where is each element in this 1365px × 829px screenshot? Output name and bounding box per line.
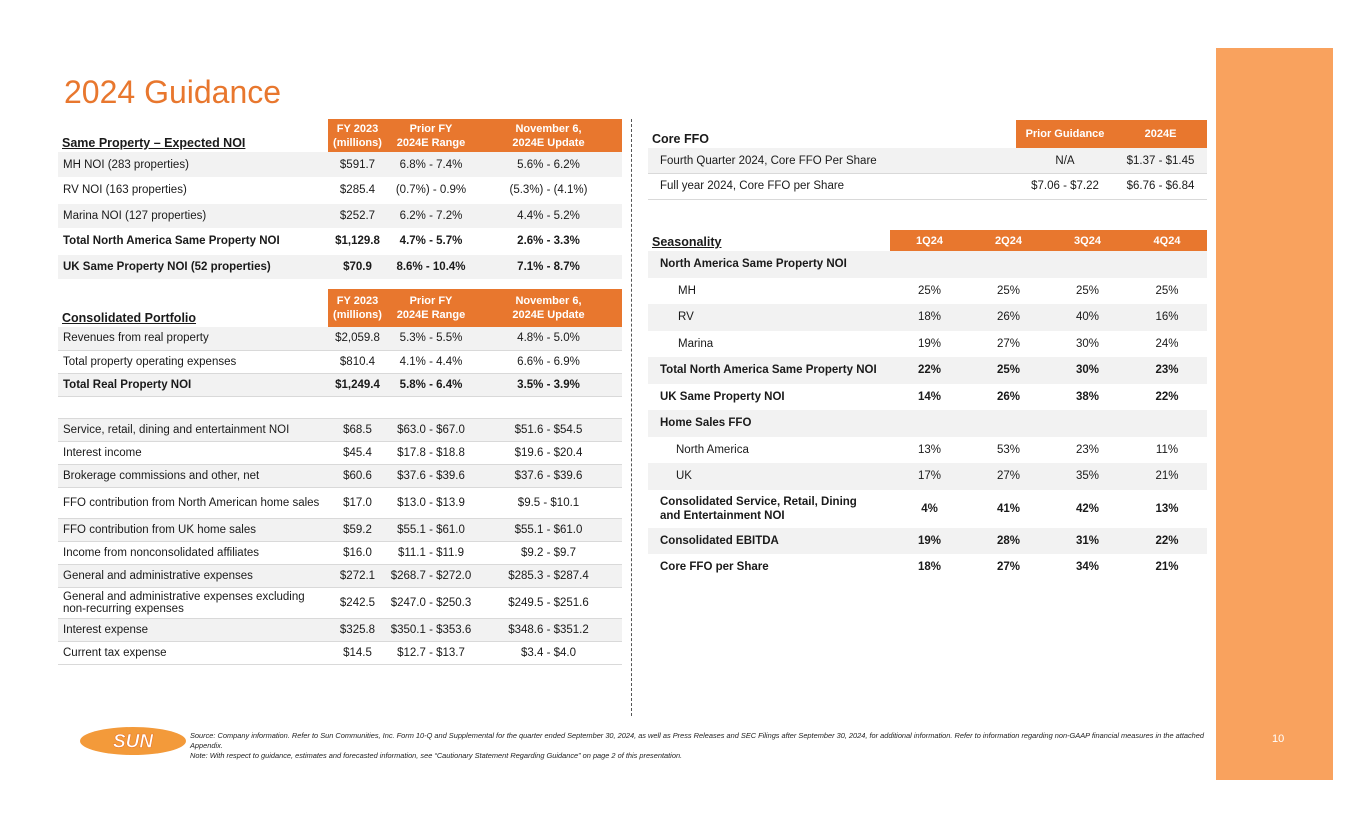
page-number: 10 xyxy=(1272,733,1285,745)
seasonality-table xyxy=(648,230,1207,581)
same-property-table xyxy=(58,119,622,280)
table-row: Core FFO per Share 18% 27% 34% 21% xyxy=(660,561,1179,574)
table-row: FFO contribution from UK home sales $59.2 $55.1 - $61.0 $55.1 - $61.0 xyxy=(58,518,622,541)
col-q4-header: 4Q24 xyxy=(1127,230,1207,251)
table-row: General and administrative expenses excluding non-recurring expenses $242.5 $247.0 - $250.3 $249.5 - $251.6 xyxy=(58,587,622,618)
table-row: Total North America Same Property NOI $1,129.8 4.7% - 5.7% 2.6% - 3.3% xyxy=(58,229,622,255)
col-fy2023-header: FY 2023 (millions) xyxy=(328,289,387,327)
col-update-header: November 6, 2024E Update xyxy=(475,119,622,152)
table-row: Consolidated Service, Retail, Dining and Entertainment NOI 4% 41% 42% 13% xyxy=(660,495,1179,522)
table-row: Home Sales FFO xyxy=(648,410,1207,437)
table-row: Total property operating expenses $810.4 4.1% - 4.4% 6.6% - 6.9% xyxy=(58,350,622,373)
logo-text: SUN xyxy=(112,731,154,753)
table-row: Total North America Same Property NOI 22% 25% 30% 23% xyxy=(648,357,1207,384)
table-row: UK Same Property NOI 14% 26% 38% 22% xyxy=(660,390,1179,403)
table-row: General and administrative expenses $272.1 $268.7 - $272.0 $285.3 - $287.4 xyxy=(58,564,622,587)
col-q1-header: 1Q24 xyxy=(890,230,969,251)
col-prior-header: Prior FY 2024E Range xyxy=(387,119,475,152)
col-fy2023-header: FY 2023 (millions) xyxy=(328,119,387,152)
table-row: Fourth Quarter 2024, Core FFO Per Share N/A $1.37 - $1.45 xyxy=(648,148,1207,174)
table-spacer xyxy=(58,396,622,418)
table-row: UK 17% 27% 35% 21% xyxy=(648,463,1207,490)
table-row: Income from nonconsolidated affiliates $16.0 $11.1 - $11.9 $9.2 - $9.7 xyxy=(58,541,622,564)
table-row: North America 13% 53% 23% 11% xyxy=(676,443,1179,456)
col-q3-header: 3Q24 xyxy=(1048,230,1127,251)
table-row: Interest income $45.4 $17.8 - $18.8 $19.6 - $20.4 xyxy=(58,441,622,464)
table-row: Service, retail, dining and entertainment NOI $68.5 $63.0 - $67.0 $51.6 - $54.5 xyxy=(58,418,622,441)
table-row: MH 25% 25% 25% 25% xyxy=(678,284,1179,297)
core-ffo-heading: Core FFO xyxy=(652,132,709,146)
table-row: Total Real Property NOI $1,249.4 5.8% - 6.4% 3.5% - 3.9% xyxy=(58,373,622,396)
table-row: UK Same Property NOI (52 properties) $70.9 8.6% - 10.4% 7.1% - 8.7% xyxy=(58,254,622,280)
table-row: Revenues from real property $2,059.8 5.3% - 5.5% 4.8% - 5.0% xyxy=(58,327,622,350)
table-row: Marina 19% 27% 30% 24% xyxy=(678,337,1179,350)
footnote xyxy=(190,731,1208,761)
table-row: Interest expense $325.8 $350.1 - $353.6 $348.6 - $351.2 xyxy=(58,618,622,641)
table-row: FFO contribution from North American home sales $17.0 $13.0 - $13.9 $9.5 - $10.1 xyxy=(58,487,622,518)
table-row: Marina NOI (127 properties) $252.7 6.2% - 7.2% 4.4% - 5.2% xyxy=(58,203,622,229)
guidance-note: Note: With respect to guidance, estimates and forecasted information, see “Cautionary Statement Regarding Guidance” on page 2 of this presentation. xyxy=(190,751,683,760)
consolidated-portfolio-table xyxy=(58,289,622,665)
table-row: North America Same Property NOI xyxy=(648,251,1207,278)
table-row: Brokerage commissions and other, net $60.6 $37.6 - $39.6 $37.6 - $39.6 xyxy=(58,464,622,487)
seasonality-heading: Seasonality xyxy=(648,230,890,251)
col-update-header: November 6, 2024E Update xyxy=(475,289,622,327)
core-ffo-table xyxy=(648,120,1207,200)
consolidated-heading: Consolidated Portfolio xyxy=(62,311,197,325)
table-row: RV NOI (163 properties) $285.4 (0.7%) - 0.9% (5.3%) - (4.1%) xyxy=(58,178,622,204)
col-prior-guidance-header: Prior Guidance xyxy=(1016,120,1114,148)
column-divider xyxy=(631,119,632,716)
same-property-heading: Same Property – Expected NOI xyxy=(62,136,246,150)
side-accent-bar xyxy=(1216,48,1333,780)
sun-logo xyxy=(80,727,186,755)
table-row: Consolidated EBITDA 19% 28% 31% 22% xyxy=(648,528,1207,555)
col-prior-header: Prior FY 2024E Range xyxy=(387,289,475,327)
source-note: Source: Company information. Refer to Sun Communities, Inc. Form 10-Q and Supplemental for the quarter ended September 30, 2024, as well as Press Releases and SEC Filings after September 30, 2024, for additional information. Refer to information regarding non-GAAP financial measures in the attached Appendix. xyxy=(190,731,1205,750)
table-row: MH NOI (283 properties) $591.7 6.8% - 7.4% 5.6% - 6.2% xyxy=(58,152,622,178)
table-row: Current tax expense $14.5 $12.7 - $13.7 $3.4 - $4.0 xyxy=(58,641,622,664)
col-2024e-header: 2024E xyxy=(1114,120,1207,148)
table-row: RV 18% 26% 40% 16% xyxy=(648,304,1207,331)
col-q2-header: 2Q24 xyxy=(969,230,1048,251)
page-title: 2024 Guidance xyxy=(64,74,282,110)
table-row: Full year 2024, Core FFO per Share $7.06 - $7.22 $6.76 - $6.84 xyxy=(648,174,1207,200)
